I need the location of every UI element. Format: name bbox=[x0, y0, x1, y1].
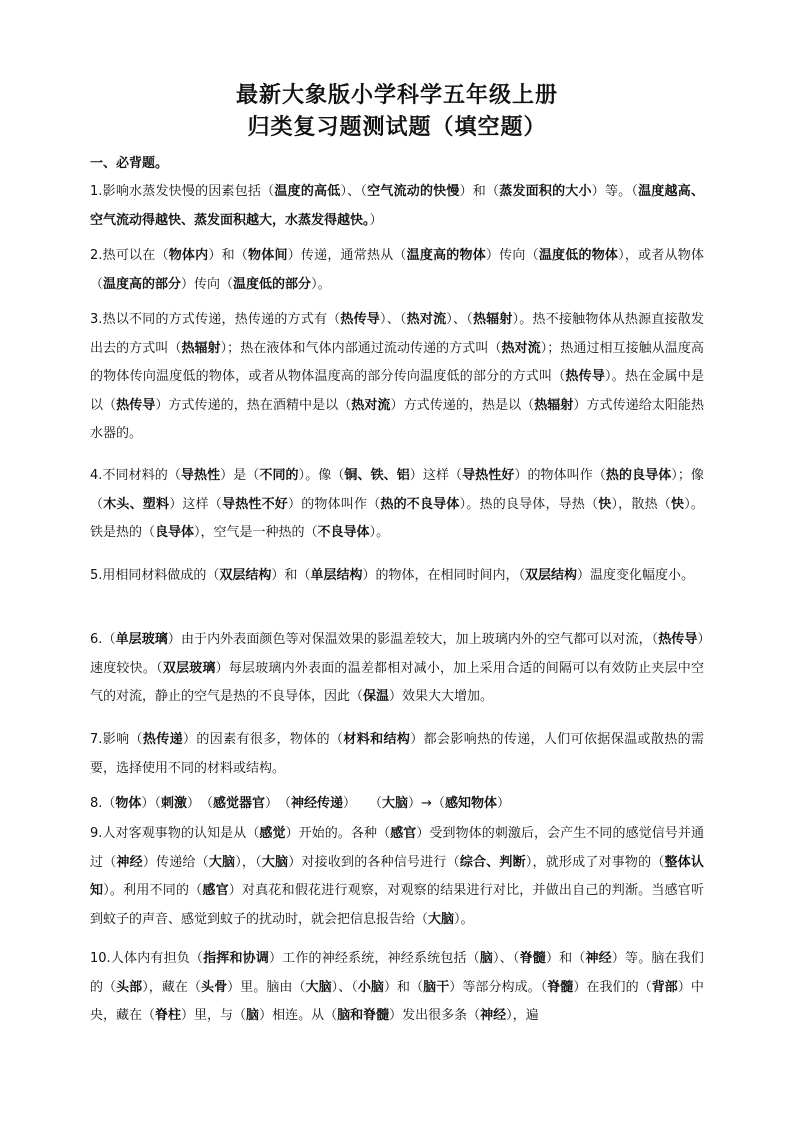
answer-text: 物体间 bbox=[248, 248, 288, 263]
answer-text: 神经传递 bbox=[291, 796, 344, 811]
question-6 bbox=[90, 626, 704, 712]
answer-text: 综合、判断 bbox=[459, 854, 526, 870]
answer-text: 温度低的部分 bbox=[233, 276, 312, 292]
question-10 bbox=[90, 945, 704, 1031]
answer-text: 热传导 bbox=[116, 397, 156, 413]
answer-text: 良导体 bbox=[155, 525, 195, 540]
question-text: ）工作的神经系统，神经系统包括（ bbox=[269, 951, 480, 966]
question-text: ）中央，藏在（ bbox=[90, 979, 704, 1023]
question-text: ）速度较快。（ bbox=[90, 632, 704, 676]
answer-text: 不良导体 bbox=[317, 525, 370, 540]
answer-text: 感官 bbox=[390, 826, 417, 841]
question-text: ）。 bbox=[454, 911, 474, 927]
question-8 bbox=[90, 790, 704, 819]
answer-text: 大脑 bbox=[208, 854, 236, 870]
answer-text: 快 bbox=[598, 496, 612, 512]
question-1 bbox=[90, 178, 704, 235]
answer-text: 神经 bbox=[480, 1008, 507, 1023]
question-text: ）对接收到的各种信号进行（ bbox=[288, 854, 460, 870]
question-text: ） （ bbox=[186, 796, 213, 811]
question-text: 3.热以不同的方式传递，热传递的方式有（ bbox=[90, 312, 341, 327]
question-text: ）。热在金属中是以（ bbox=[90, 369, 704, 413]
question-9 bbox=[90, 820, 704, 934]
question-7 bbox=[90, 726, 704, 783]
answer-text: 导热性好 bbox=[462, 468, 515, 483]
answer-text: 导热性 bbox=[180, 468, 221, 483]
question-text: ）的物体，在相同时间内，（ bbox=[362, 568, 525, 583]
question-text: ） （ bbox=[343, 796, 383, 811]
answer-text: 快 bbox=[670, 496, 685, 512]
question-text: 8.（ bbox=[90, 796, 116, 811]
question-text: ）传向（ bbox=[181, 276, 234, 292]
answer-text: 整体认知 bbox=[90, 854, 704, 898]
question-text: ）方式传递的，热在酒精中是以（ bbox=[155, 397, 352, 413]
question-text: 10.人体内有担负（ bbox=[90, 951, 204, 966]
answer-text: 感觉器官 bbox=[212, 796, 265, 811]
answer-text: 热传导 bbox=[658, 632, 698, 647]
question-text: ）的因素有很多，物体的（ bbox=[182, 732, 344, 747]
question-text: ）。 bbox=[311, 276, 331, 292]
answer-text: 小脑 bbox=[357, 979, 384, 995]
answer-text: 脑和脊髓 bbox=[337, 1008, 390, 1023]
answer-text: 热的不良导体 bbox=[380, 496, 460, 512]
question-5 bbox=[90, 562, 704, 591]
answer-text: 感官 bbox=[202, 883, 229, 898]
question-text: ）和（ bbox=[459, 184, 500, 199]
question-text: ）里。脑由（ bbox=[227, 979, 306, 995]
answer-text: 双层结构 bbox=[219, 568, 272, 583]
answer-text: 单层玻璃 bbox=[115, 632, 168, 647]
question-text: ）；热在液体和气体内部通过流动传递的方式叫（ bbox=[220, 340, 502, 356]
answer-text: 脑干 bbox=[423, 979, 450, 995]
question-text: ）。 bbox=[369, 525, 390, 540]
question-text: ）在我们的（ bbox=[573, 979, 652, 995]
question-text: ）、（ bbox=[446, 312, 473, 327]
question-text: ）→（ bbox=[408, 796, 445, 811]
document-subtitle: 归类复习题测试题（填空题） bbox=[247, 114, 547, 140]
document-title: 最新大象版小学科学五年级上册 bbox=[235, 82, 558, 108]
question-text: ），散热（ bbox=[611, 496, 671, 512]
answer-text: 神经 bbox=[585, 951, 612, 966]
question-text: ）传向（ bbox=[485, 248, 539, 263]
answer-text: 热传导 bbox=[340, 312, 381, 327]
question-2 bbox=[90, 242, 704, 299]
question-text: ），藏在（ bbox=[142, 979, 202, 995]
question-text: 6.（ bbox=[90, 632, 116, 647]
question-text: ）等部分构成。（ bbox=[449, 979, 548, 995]
question-3 bbox=[90, 306, 704, 449]
question-text: ） bbox=[369, 212, 383, 228]
answer-text: 物体 bbox=[115, 796, 142, 811]
answer-text: 脑 bbox=[479, 951, 494, 966]
question-text: 1.影响水蒸发快慢的因素包括（ bbox=[90, 184, 275, 199]
answer-text: 双层玻璃 bbox=[162, 660, 216, 676]
question-text: ）方式传递的，热是以（ bbox=[390, 397, 535, 413]
answer-text: 头骨 bbox=[201, 979, 228, 995]
answer-text: 背部 bbox=[651, 979, 678, 995]
question-text: ）传递给（ bbox=[142, 854, 209, 870]
answer-text: 材料和结构 bbox=[343, 732, 411, 747]
answer-text: 热辐射 bbox=[534, 397, 574, 413]
question-text: ）、（ bbox=[331, 979, 358, 995]
answer-text: 热传导 bbox=[565, 369, 606, 384]
question-text: ）由于内外表面颜色等对保温效果的影温差较大，加上玻璃内外的空气都可以对流，（ bbox=[167, 632, 659, 647]
answer-text: 脊髓 bbox=[547, 979, 574, 995]
question-text: ），遍 bbox=[506, 1008, 539, 1023]
answer-text: 大脑 bbox=[305, 979, 332, 995]
question-text: ）等。脑在我们的（ bbox=[90, 951, 704, 995]
answer-text: 单层结构 bbox=[310, 568, 363, 583]
question-text: ）这样（ bbox=[409, 468, 463, 483]
question-text: ）。像（ bbox=[298, 468, 345, 483]
question-text: ）对真花和假花进行观察，对观察的结果进行对比，并做出自己的判渐。当感官听到蚊子的声音、感觉到蚊子的扰动时，就会把信息报告给（ bbox=[90, 883, 704, 927]
question-text: ）传递，通常热从（ bbox=[287, 248, 407, 263]
question-text: ）每层玻璃内外表面的温差都相对减小，加上采用合适的间隔可以有效防止夹层中空气的对流，静止的空气是热的不良导体，因此（ bbox=[90, 660, 704, 704]
question-text: ）受到物体的刺激后，会产生不同的感觉信号并通过（ bbox=[90, 826, 704, 870]
question-text: 4.不同材料的（ bbox=[90, 468, 181, 483]
question-text: ）。铁是热的（ bbox=[90, 496, 704, 540]
question-text: ）。利用不同的（ bbox=[103, 883, 203, 898]
question-text: ）、（ bbox=[380, 312, 407, 327]
question-text: ） bbox=[496, 796, 510, 811]
answer-text: 热对流 bbox=[351, 397, 391, 413]
answer-text: 脊髓 bbox=[519, 951, 546, 966]
answer-text: 热对流 bbox=[501, 340, 541, 356]
answer-text: 保温 bbox=[363, 689, 390, 704]
question-text: ）温度变化幅度小。 bbox=[576, 568, 694, 583]
answer-text: 指挥和协调 bbox=[203, 951, 269, 966]
answer-text: 温度的高低 bbox=[274, 184, 341, 199]
question-text: ），空气是一种热的（ bbox=[194, 525, 318, 540]
answer-text: 头部 bbox=[116, 979, 143, 995]
answer-text: 大脑 bbox=[382, 796, 409, 811]
answer-text: 热辐射 bbox=[181, 340, 221, 356]
question-text: ）里，与（ bbox=[181, 1008, 247, 1023]
answer-text: 感觉 bbox=[259, 826, 286, 841]
question-text: 2.热可以在（ bbox=[90, 248, 169, 263]
answer-text: 脑 bbox=[246, 1008, 260, 1023]
section-heading: 一、必背题。 bbox=[90, 156, 169, 171]
answer-text: 空气流动的快慢 bbox=[367, 184, 460, 199]
question-text: ），就形成了对事物的（ bbox=[525, 854, 665, 870]
answer-text: 蒸发面积的大小 bbox=[499, 184, 592, 199]
question-text: ），（ bbox=[235, 854, 262, 870]
question-text: ）、（ bbox=[493, 951, 520, 966]
question-text: ）。热的良导体，导热（ bbox=[459, 496, 599, 512]
question-text: ）开始的。各种（ bbox=[285, 826, 391, 841]
question-text: ） （ bbox=[264, 796, 291, 811]
question-text: ）方式传递给太阳能热水器的。 bbox=[90, 397, 704, 441]
answer-text: 温度高的部分 bbox=[103, 276, 182, 292]
question-text: ）和（ bbox=[383, 979, 424, 995]
answer-text: 刺激 bbox=[160, 796, 187, 811]
answer-text: 导热性不好 bbox=[222, 496, 288, 512]
question-text: ）发出很多条（ bbox=[389, 1008, 481, 1023]
answer-text: 双层结构 bbox=[524, 568, 577, 583]
question-text: ）和（ bbox=[208, 248, 249, 263]
question-text: ）等。（ bbox=[591, 184, 639, 199]
question-text: ）；像（ bbox=[90, 468, 704, 512]
question-text: ）的物体叫作（ bbox=[514, 468, 606, 483]
question-text: ）的物体叫作（ bbox=[288, 496, 381, 512]
answer-text: 温度越高、空气流动得越快、蒸发面积越大，水蒸发得越快。 bbox=[90, 184, 704, 228]
answer-text: 温度低的物体 bbox=[538, 248, 619, 263]
answer-text: 不同的 bbox=[259, 468, 299, 483]
question-4 bbox=[90, 462, 704, 548]
answer-text: 大脑 bbox=[428, 911, 455, 927]
question-text: ）（ bbox=[141, 796, 161, 811]
question-text: ）；热通过相互接触从温度高的物体传向温度低的物体，或者从物体温度高的部分传向温度低的部分的方式叫（ bbox=[90, 340, 704, 384]
question-text: 5.用相同材料做成的（ bbox=[90, 568, 220, 583]
answer-text: 脊柱 bbox=[155, 1008, 182, 1023]
question-text: ），或者从物体（ bbox=[90, 248, 704, 292]
answer-text: 热辐射 bbox=[472, 312, 513, 327]
answer-text: 铜、铁、铝 bbox=[344, 468, 410, 483]
answer-text: 热对流 bbox=[406, 312, 447, 327]
question-text: ）相连。从（ bbox=[259, 1008, 338, 1023]
question-text: ）效果大大增加。 bbox=[389, 689, 494, 704]
question-text: 7.影响（ bbox=[90, 732, 143, 747]
answer-text: 感知物体 bbox=[444, 796, 497, 811]
question-text: ）、（ bbox=[340, 184, 368, 199]
question-text: 9.人对客观事物的认知是从（ bbox=[90, 826, 260, 841]
question-text: ）是（ bbox=[220, 468, 260, 483]
answer-text: 温度高的物体 bbox=[406, 248, 486, 263]
answer-text: 大脑 bbox=[261, 854, 289, 870]
answer-text: 热的良导体 bbox=[605, 468, 672, 483]
answer-text: 木头、塑料 bbox=[103, 496, 170, 512]
question-text: ）。热不接触物体从热源直接散发出去的方式叫（ bbox=[90, 312, 704, 356]
question-text: ）都会影响热的传递，人们可依据保温或散热的需要，选择使用不同的材料或结构。 bbox=[90, 732, 704, 776]
answer-text: 神经 bbox=[116, 854, 143, 870]
question-text: ）这样（ bbox=[169, 496, 222, 512]
question-text: ）和（ bbox=[271, 568, 311, 583]
answer-text: 物体内 bbox=[168, 248, 209, 263]
question-text: ）和（ bbox=[545, 951, 586, 966]
answer-text: 热传递 bbox=[142, 732, 183, 747]
